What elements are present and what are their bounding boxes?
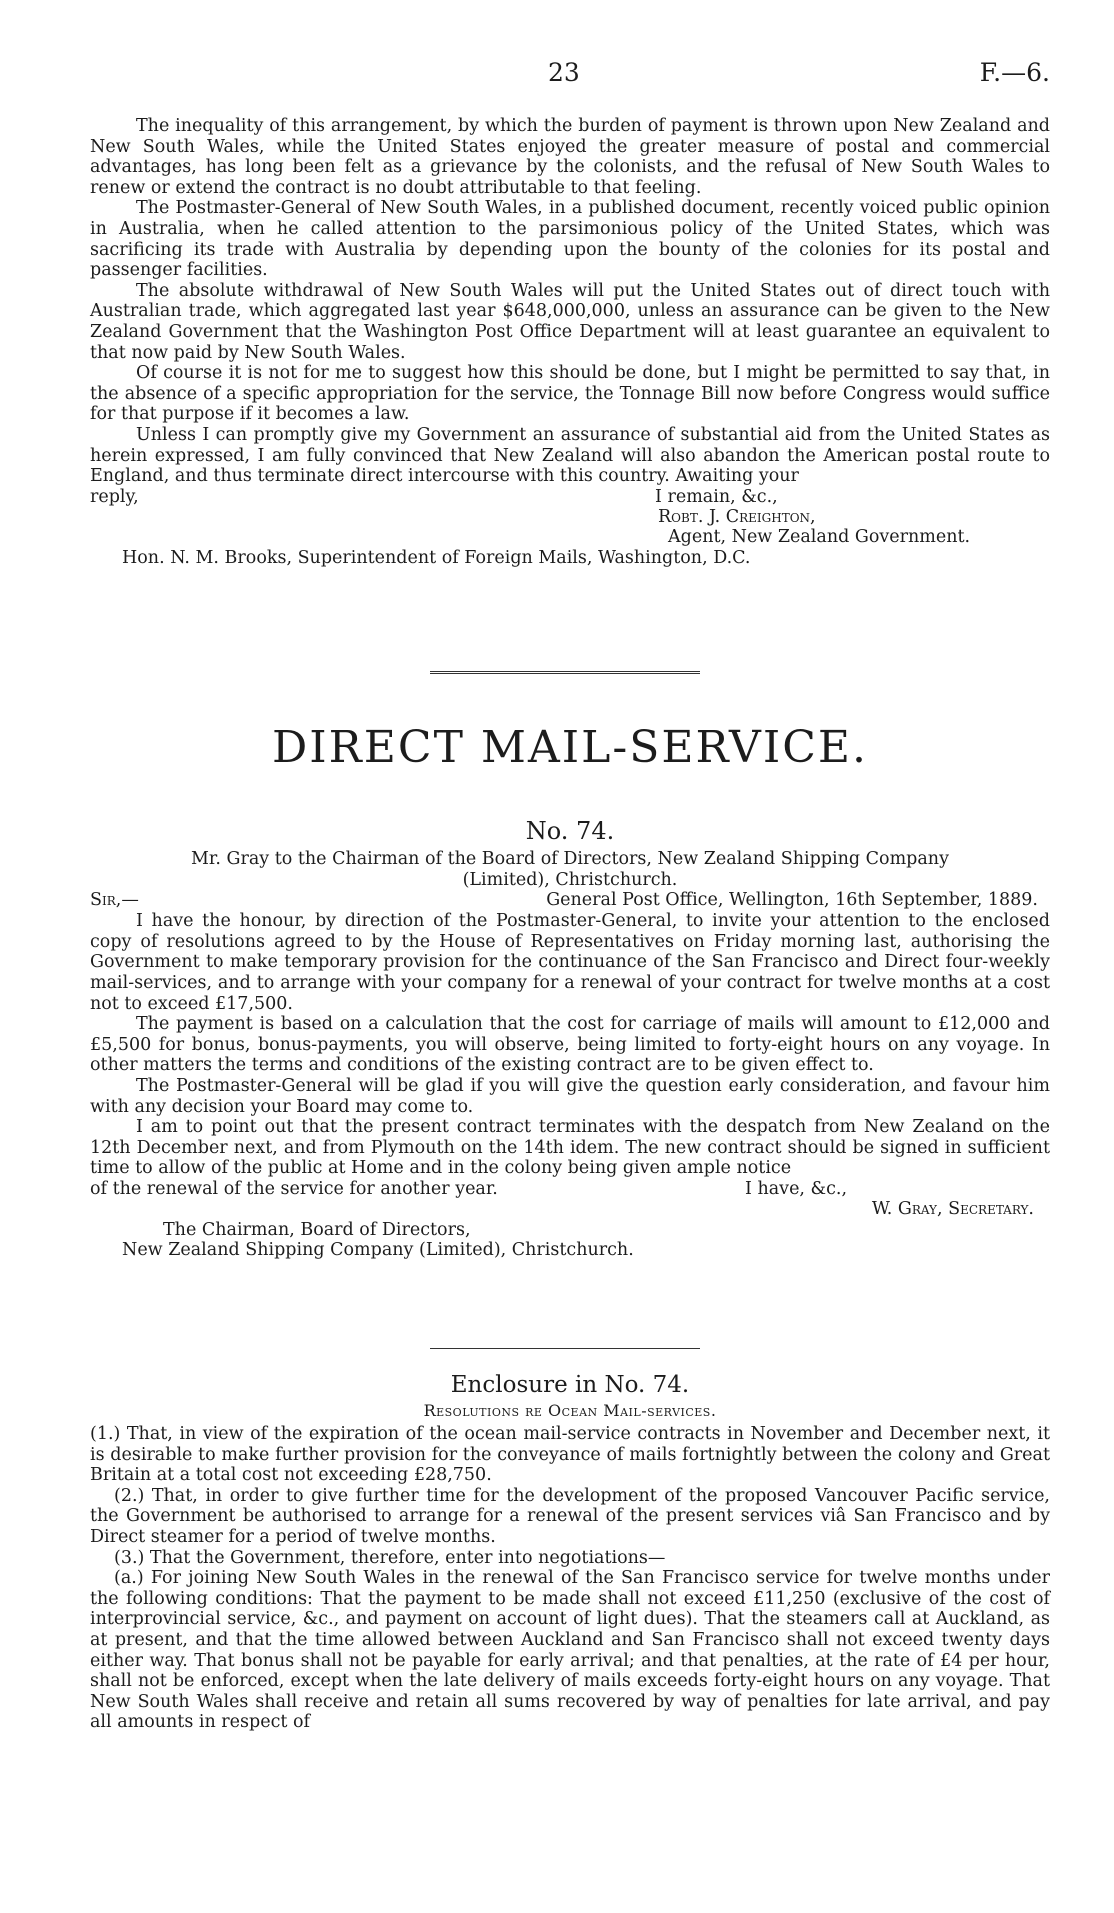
subject-line: Mr. Gray to the Chairman of the Board of Directors, New Zealand Shipping Company — [191, 849, 949, 869]
letter-no-74 — [90, 816, 1050, 1261]
paragraph: The absolute withdrawal of New South Wales will put the United States out of direct touch with Australian trade, which aggregated last year $648,000,000, unless an assurance can be given to the New Zealand Government that the Washington Post Office Department will at least guarantee an equivalent to that now paid by New South Wales. — [90, 280, 1050, 363]
letter-subject — [90, 849, 1050, 890]
reply-line — [90, 487, 1050, 507]
resolution: (3.) That the Government, therefore, enter into negotiations— — [114, 1547, 666, 1568]
addressee-line: The Chairman, Board of Directors, — [163, 1219, 471, 1240]
section-divider — [430, 671, 700, 674]
paragraph: I am to point out that the present contract terminates with the despatch from New Zealand on the 12th December next, and from Plymouth on the 14th idem. The new contract should be signed in sufficient time to allow of the public at Home and in the colony being given ample notice — [90, 1117, 1050, 1179]
resolution: (2.) That, in order to give further time for the development of the proposed Vancouver Pacific service, the Government be authorised to arrange for a renewal of the present services viâ San Francisco and by Direct steamer for a period of twelve months. — [90, 1485, 1050, 1547]
signer-name: Robt. J. Creighton, — [658, 506, 816, 527]
resolution: (a.) For joining New South Wales in the renewal of the San Francisco service for twelve months under the following conditions: That the payment to be made shall not exceed £11,250 (exclusive of the cost of interprovincial service, &c., and payment on account of light dues). That the steamers call at Auckland, as at present, and that the time allowed between Auckland and San Francisco shall not exceed twenty days either way. That bonus shall not be payable for early arrival; and that penalties, at the rate of £4 per hour, shall not be enforced, except when the late delivery of mails exceeds forty-eight hours on any voyage. That New South Wales shall receive and retain all sums recovered by way of penalties for late arrival, and pay all amounts in respect of — [90, 1568, 1050, 1733]
letter-number: No. 74. — [525, 817, 615, 845]
salutation-line — [90, 890, 1050, 911]
enclosure — [90, 1370, 1050, 1733]
paragraph: The payment is based on a calculation that the cost for carriage of mails will amount to £12,000 and £5,500 for bonus, bonus-payments, you will observe, being limited to forty-eight hours on any voyage. In other matters the terms and conditions of the existing contract are to be given effect to. — [90, 1014, 1050, 1076]
dateline: General Post Office, Wellington, 16th September, 1889. — [546, 890, 1038, 911]
letter-creighton — [90, 116, 1050, 568]
enclosure-title: Enclosure in No. 74. — [450, 1372, 690, 1398]
paragraph: Of course it is not for me to suggest how this should be done, but I might be permitted to say that, in the absence of a specific appropriation for the service, the Tonnage Bill now before Congress would suffice for that purpose if it becomes a law. — [90, 363, 1050, 425]
paragraph: The Postmaster-General of New South Wales, in a published document, recently voiced public opinion in Australia, when he called attention to the parsimonious policy of the United States, which was sacrificing its trade with Australia by depending upon the bounty of the colonies for its postal and passenger facilities. — [90, 198, 1050, 281]
enclosure-subtitle: Resolutions re Ocean Mail-services. — [423, 1401, 717, 1420]
subject-line: (Limited), Christchurch. — [462, 869, 678, 890]
enclosure-divider — [430, 1348, 700, 1349]
signer-title: Agent, New Zealand Government. — [668, 527, 971, 548]
signer: W. Gray, Secretary. — [871, 1198, 1034, 1219]
reply-word: reply, — [90, 486, 139, 507]
section-title: DIRECT MAIL-SERVICE. — [272, 722, 868, 773]
closing: I have, &c., — [745, 1178, 848, 1199]
last-line: of the renewal of the service for another year. — [90, 1178, 498, 1199]
page-number: 23 — [548, 58, 580, 87]
paragraph: I have the honour, by direction of the Postmaster-General, to invite your attention to the enclosed copy of resolutions agreed to by the House of Representatives on Friday morning last, authorising the Government to make temporary provision for the continuance of the San Francisco and Direct four-weekly mail-services, and to arrange with your company for a renewal of your contract for twelve months at a cost not to exceed £17,500. — [90, 911, 1050, 1014]
paragraph: The Postmaster-General will be glad if you will give the question early consideration, and favour him with any decision your Board may come to. — [90, 1075, 1050, 1117]
addressee-line: New Zealand Shipping Company (Limited), Christchurch. — [122, 1240, 634, 1261]
closing-line — [90, 1179, 1050, 1199]
addressee: Hon. N. M. Brooks, Superintendent of Foreign Mails, Washington, D.C. — [122, 547, 751, 568]
salutation: Sir,— — [90, 890, 139, 911]
resolution: (1.) That, in view of the expiration of the ocean mail-service contracts in November and December next, it is desirable to make further provision for the conveyance of mails fortnightly between the colony and Great Britain at a total cost not exceeding £28,750. — [90, 1424, 1050, 1486]
paragraph: The inequality of this arrangement, by which the burden of payment is thrown upon New Zealand and New South Wales, while the United States enjoyed the greater measure of postal and commercial advantages, has long been felt as a grievance by the colonists, and the refusal of New South Wales to renew or extend the contract is no doubt attributable to that feeling. — [90, 116, 1050, 198]
document-reference: F.—6. — [979, 58, 1050, 87]
closing: I remain, &c., — [655, 486, 778, 507]
paragraph: Unless I can promptly give my Government an assurance of substantial aid from the United States as herein expressed, I am fully convinced that New Zealand will also abandon the American postal route to England, and thus terminate direct intercourse with this country. Awaiting your — [90, 424, 1050, 487]
page-header — [90, 58, 1050, 92]
